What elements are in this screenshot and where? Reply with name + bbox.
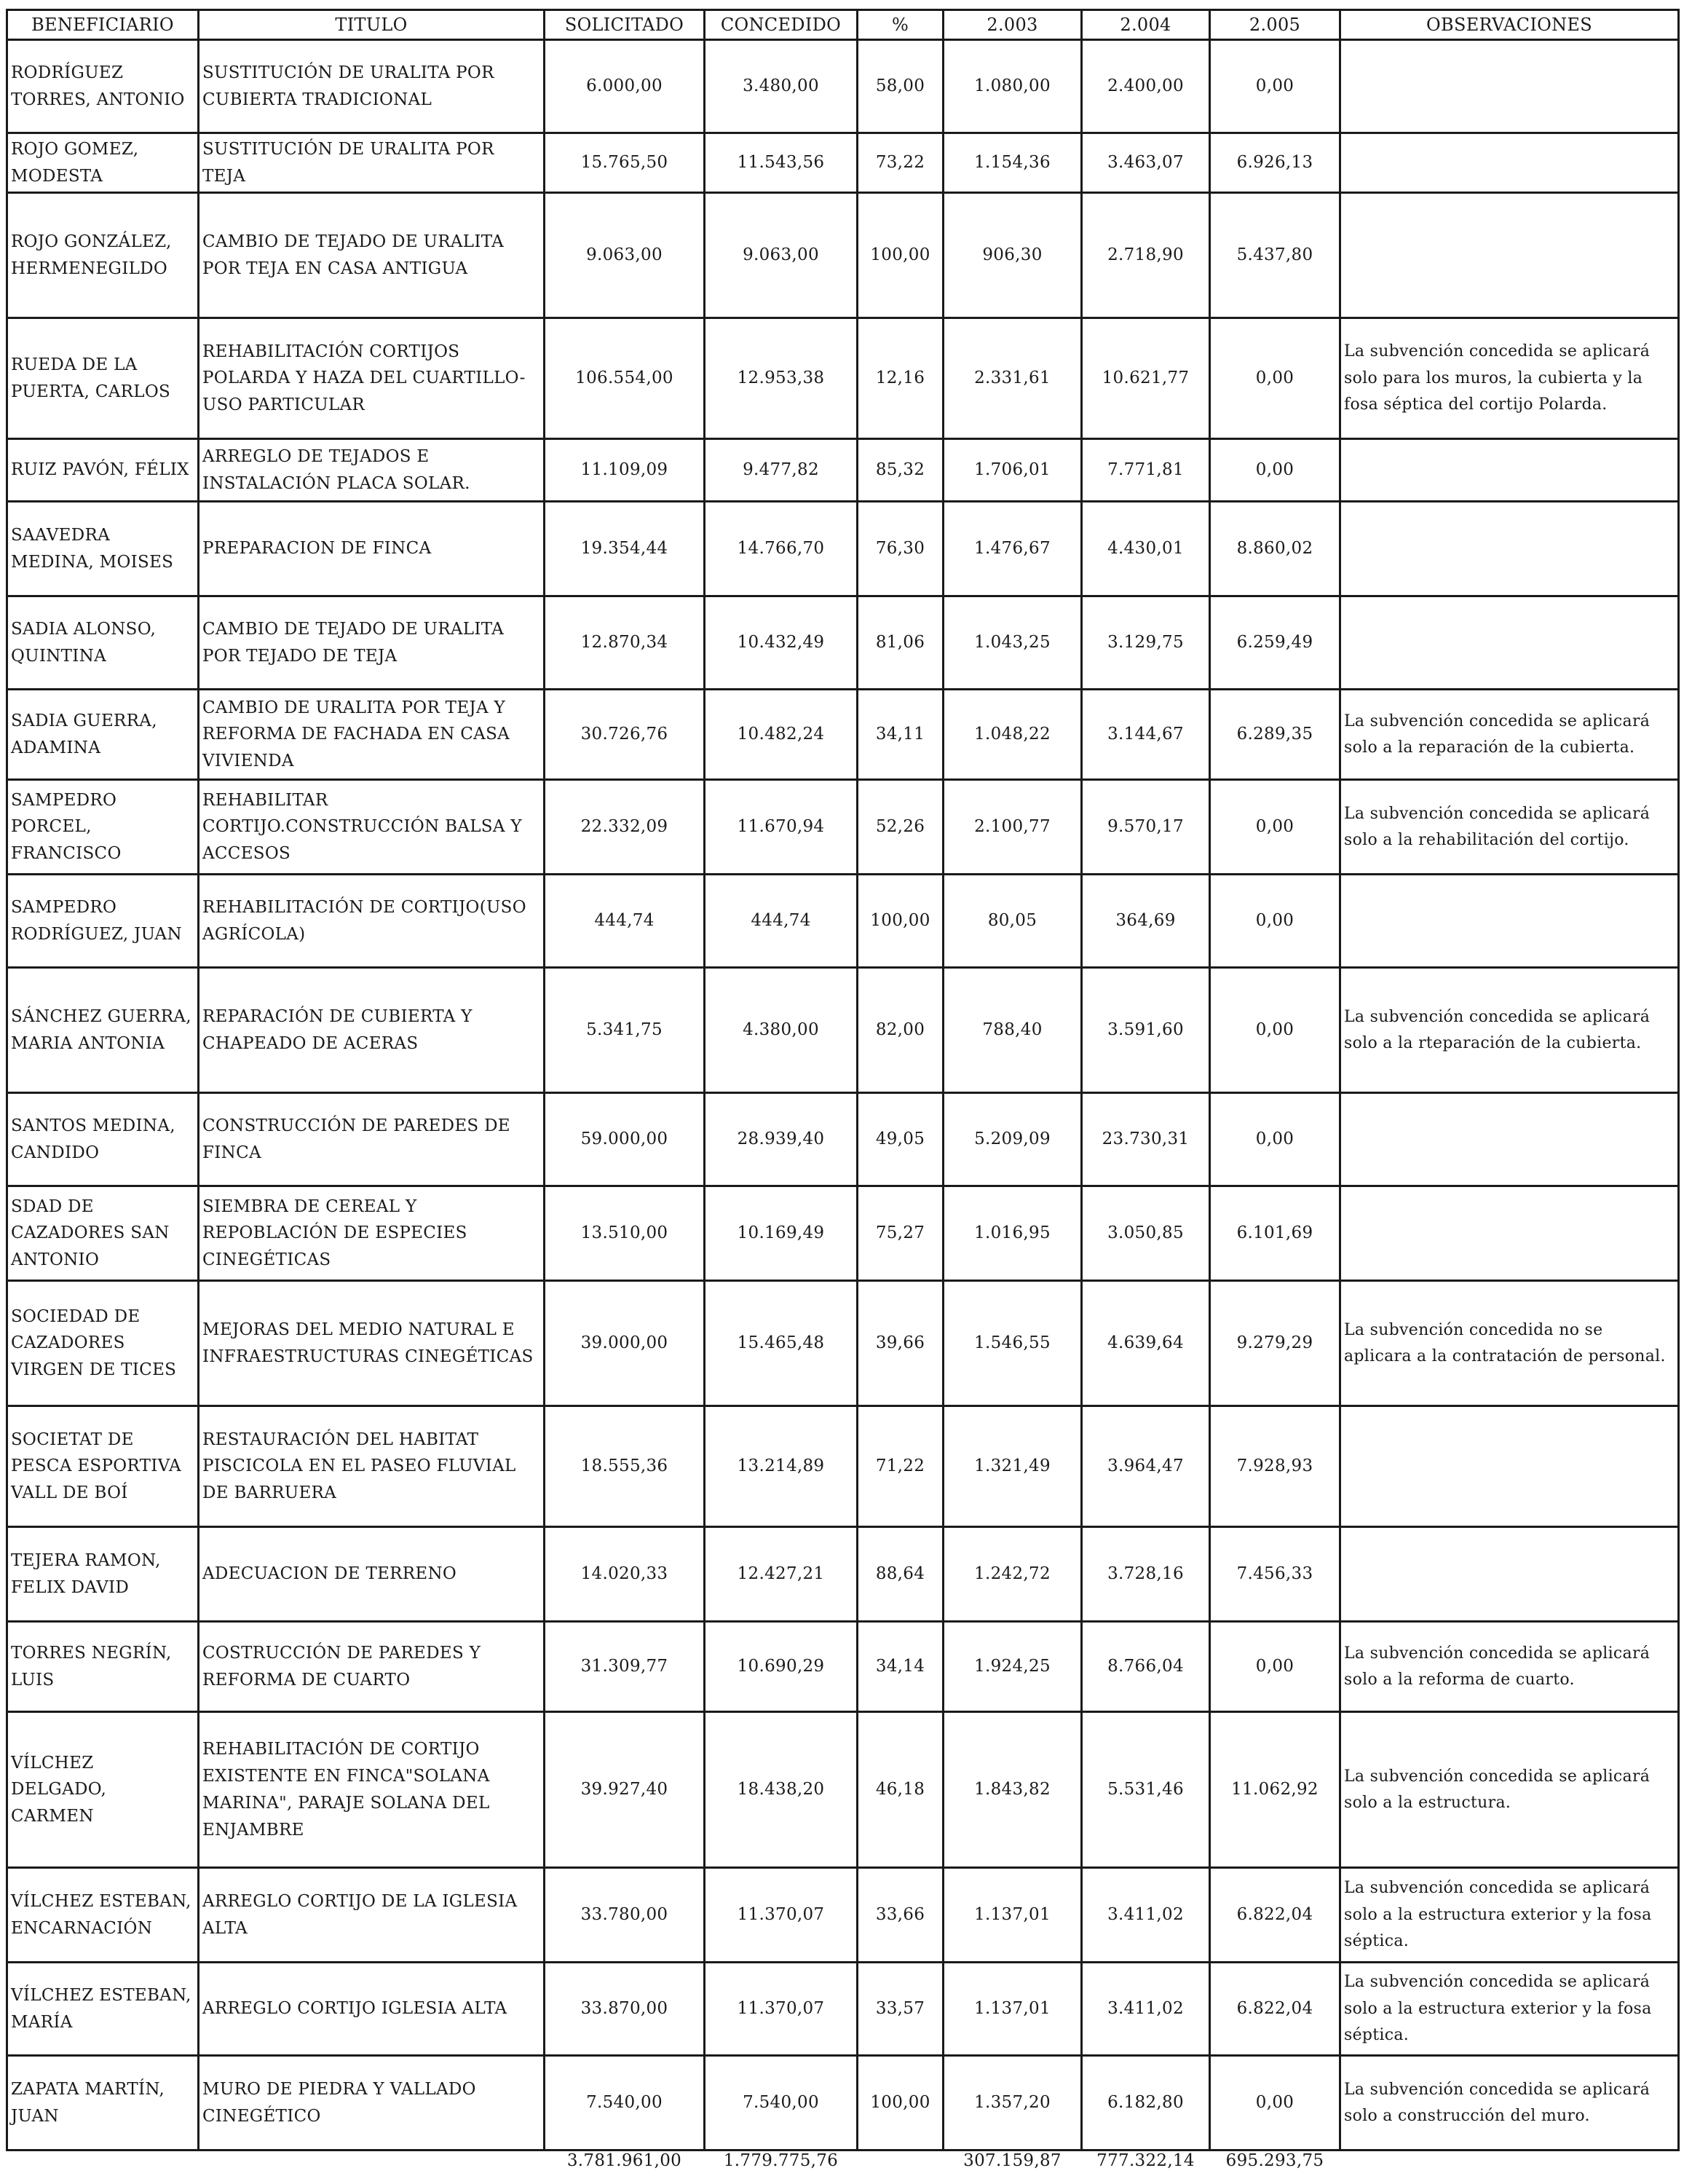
title-cell: REHABILITAR CORTIJO.CONSTRUCCIÓN BALSA Y ACCESOS bbox=[199, 780, 545, 875]
percent-cell: 82,00 bbox=[858, 968, 944, 1093]
year-2005-cell: 6.101,69 bbox=[1210, 1186, 1340, 1281]
granted-amount-cell: 444,74 bbox=[705, 875, 858, 968]
year-2005-cell: 6.259,49 bbox=[1210, 596, 1340, 690]
requested-amount-cell: 39.000,00 bbox=[545, 1281, 705, 1406]
year-2004-cell: 3.129,75 bbox=[1082, 596, 1210, 690]
observations-cell bbox=[1340, 502, 1679, 596]
observations-cell bbox=[1340, 1527, 1679, 1622]
granted-amount-cell: 3.480,00 bbox=[705, 40, 858, 133]
table-row bbox=[7, 318, 1679, 439]
percent-cell: 81,06 bbox=[858, 596, 944, 690]
percent-cell: 12,16 bbox=[858, 318, 944, 439]
year-2003-cell: 1.924,25 bbox=[944, 1622, 1082, 1712]
beneficiary-cell: SOCIETAT DE PESCA ESPORTIVA VALL DE BOÍ bbox=[7, 1406, 199, 1527]
title-cell: SUSTITUCIÓN DE URALITA POR TEJA bbox=[199, 133, 545, 193]
header-solicitado: SOLICITADO bbox=[545, 10, 705, 40]
observations-cell bbox=[1340, 875, 1679, 968]
beneficiary-cell: ROJO GOMEZ, MODESTA bbox=[7, 133, 199, 193]
title-cell: PREPARACION DE FINCA bbox=[199, 502, 545, 596]
year-2005-cell: 0,00 bbox=[1210, 1093, 1340, 1186]
granted-amount-cell: 10.690,29 bbox=[705, 1622, 858, 1712]
observations-cell bbox=[1340, 1406, 1679, 1527]
year-2003-cell: 1.843,82 bbox=[944, 1712, 1082, 1868]
beneficiary-cell: TORRES NEGRÍN, LUIS bbox=[7, 1622, 199, 1712]
requested-amount-cell: 5.341,75 bbox=[545, 968, 705, 1093]
beneficiary-cell: RUEDA DE LA PUERTA, CARLOS bbox=[7, 318, 199, 439]
granted-amount-cell: 12.427,21 bbox=[705, 1527, 858, 1622]
requested-amount-cell: 12.870,34 bbox=[545, 596, 705, 690]
year-2004-cell: 364,69 bbox=[1082, 875, 1210, 968]
table-row bbox=[7, 1868, 1679, 1963]
table-row bbox=[7, 1712, 1679, 1868]
grants-table bbox=[6, 9, 1680, 2173]
total-2003: 307.159,87 bbox=[963, 2151, 1062, 2171]
year-2005-cell: 5.437,80 bbox=[1210, 193, 1340, 318]
observations-cell: La subvención concedida no se aplicara a la contratación de personal. bbox=[1340, 1281, 1679, 1406]
requested-amount-cell: 11.109,09 bbox=[545, 439, 705, 502]
empty-cell bbox=[199, 2151, 545, 2173]
empty-cell bbox=[1340, 2151, 1679, 2173]
observations-cell bbox=[1340, 40, 1679, 133]
table-row bbox=[7, 596, 1679, 690]
percent-cell: 100,00 bbox=[858, 2056, 944, 2151]
granted-amount-cell: 12.953,38 bbox=[705, 318, 858, 439]
requested-amount-cell: 9.063,00 bbox=[545, 193, 705, 318]
granted-amount-cell: 7.540,00 bbox=[705, 2056, 858, 2151]
empty-cell bbox=[858, 2151, 944, 2173]
table-row bbox=[7, 439, 1679, 502]
header-2003: 2.003 bbox=[944, 10, 1082, 40]
requested-amount-cell: 31.309,77 bbox=[545, 1622, 705, 1712]
requested-amount-cell: 19.354,44 bbox=[545, 502, 705, 596]
requested-amount-cell: 18.555,36 bbox=[545, 1406, 705, 1527]
year-2005-cell: 0,00 bbox=[1210, 40, 1340, 133]
percent-cell: 34,14 bbox=[858, 1622, 944, 1712]
year-2003-cell: 2.331,61 bbox=[944, 318, 1082, 439]
percent-cell: 39,66 bbox=[858, 1281, 944, 1406]
granted-amount-cell: 9.063,00 bbox=[705, 193, 858, 318]
percent-cell: 71,22 bbox=[858, 1406, 944, 1527]
requested-amount-cell: 59.000,00 bbox=[545, 1093, 705, 1186]
beneficiary-cell: SÁNCHEZ GUERRA, MARIA ANTONIA bbox=[7, 968, 199, 1093]
year-2003-cell: 1.154,36 bbox=[944, 133, 1082, 193]
granted-amount-cell: 15.465,48 bbox=[705, 1281, 858, 1406]
observations-cell: La subvención concedida se aplicará solo para los muros, la cubierta y la fosa séptica del cortijo Polarda. bbox=[1340, 318, 1679, 439]
title-cell: RESTAURACIÓN DEL HABITAT PISCICOLA EN EL PASEO FLUVIAL DE BARRUERA bbox=[199, 1406, 545, 1527]
year-2004-cell: 10.621,77 bbox=[1082, 318, 1210, 439]
requested-amount-cell: 15.765,50 bbox=[545, 133, 705, 193]
observations-cell bbox=[1340, 193, 1679, 318]
beneficiary-cell: SADIA GUERRA, ADAMINA bbox=[7, 690, 199, 780]
year-2005-cell: 0,00 bbox=[1210, 2056, 1340, 2151]
percent-cell: 75,27 bbox=[858, 1186, 944, 1281]
title-cell: ARREGLO CORTIJO IGLESIA ALTA bbox=[199, 1963, 545, 2056]
year-2005-cell: 7.928,93 bbox=[1210, 1406, 1340, 1527]
table-row bbox=[7, 1281, 1679, 1406]
observations-cell bbox=[1340, 133, 1679, 193]
requested-amount-cell: 106.554,00 bbox=[545, 318, 705, 439]
total-2004: 777.322,14 bbox=[1096, 2151, 1195, 2171]
table-row bbox=[7, 502, 1679, 596]
year-2003-cell: 1.137,01 bbox=[944, 1963, 1082, 2056]
granted-amount-cell: 9.477,82 bbox=[705, 439, 858, 502]
granted-amount-cell: 13.214,89 bbox=[705, 1406, 858, 1527]
total-granted: 1.779.775,76 bbox=[723, 2151, 839, 2171]
table-row bbox=[7, 1406, 1679, 1527]
table-row bbox=[7, 1527, 1679, 1622]
granted-amount-cell: 11.370,07 bbox=[705, 1868, 858, 1963]
header-percent: % bbox=[858, 10, 944, 40]
year-2003-cell: 1.048,22 bbox=[944, 690, 1082, 780]
table-row bbox=[7, 1963, 1679, 2056]
year-2005-cell: 0,00 bbox=[1210, 318, 1340, 439]
year-2005-cell: 11.062,92 bbox=[1210, 1712, 1340, 1868]
granted-amount-cell: 10.482,24 bbox=[705, 690, 858, 780]
year-2004-cell: 3.463,07 bbox=[1082, 133, 1210, 193]
beneficiary-cell: SAMPEDRO PORCEL, FRANCISCO bbox=[7, 780, 199, 875]
percent-cell: 52,26 bbox=[858, 780, 944, 875]
beneficiary-cell: ROJO GONZÁLEZ, HERMENEGILDO bbox=[7, 193, 199, 318]
percent-cell: 73,22 bbox=[858, 133, 944, 193]
year-2004-cell: 3.050,85 bbox=[1082, 1186, 1210, 1281]
title-cell: ARREGLO DE TEJADOS E INSTALACIÓN PLACA SOLAR. bbox=[199, 439, 545, 502]
beneficiary-cell: SADIA ALONSO, QUINTINA bbox=[7, 596, 199, 690]
beneficiary-cell: VÍLCHEZ ESTEBAN, ENCARNACIÓN bbox=[7, 1868, 199, 1963]
observations-cell bbox=[1340, 1093, 1679, 1186]
year-2005-cell: 0,00 bbox=[1210, 780, 1340, 875]
observations-cell: La subvención concedida se aplicará solo a la estructura exterior y la fosa séptica. bbox=[1340, 1868, 1679, 1963]
percent-cell: 85,32 bbox=[858, 439, 944, 502]
year-2004-cell: 7.771,81 bbox=[1082, 439, 1210, 502]
year-2003-cell: 5.209,09 bbox=[944, 1093, 1082, 1186]
requested-amount-cell: 6.000,00 bbox=[545, 40, 705, 133]
granted-amount-cell: 28.939,40 bbox=[705, 1093, 858, 1186]
beneficiary-cell: TEJERA RAMON, FELIX DAVID bbox=[7, 1527, 199, 1622]
observations-cell: La subvención concedida se aplicará solo a la rehabilitación del cortijo. bbox=[1340, 780, 1679, 875]
header-beneficiario: BENEFICIARIO bbox=[7, 10, 199, 40]
total-requested: 3.781.961,00 bbox=[566, 2151, 682, 2171]
year-2005-cell: 9.279,29 bbox=[1210, 1281, 1340, 1406]
beneficiary-cell: SANTOS MEDINA, CANDIDO bbox=[7, 1093, 199, 1186]
requested-amount-cell: 33.870,00 bbox=[545, 1963, 705, 2056]
year-2003-cell: 1.546,55 bbox=[944, 1281, 1082, 1406]
granted-amount-cell: 4.380,00 bbox=[705, 968, 858, 1093]
percent-cell: 100,00 bbox=[858, 875, 944, 968]
year-2003-cell: 1.476,67 bbox=[944, 502, 1082, 596]
granted-amount-cell: 10.169,49 bbox=[705, 1186, 858, 1281]
requested-amount-cell: 14.020,33 bbox=[545, 1527, 705, 1622]
year-2003-cell: 1.321,49 bbox=[944, 1406, 1082, 1527]
requested-amount-cell: 33.780,00 bbox=[545, 1868, 705, 1963]
totals-row bbox=[7, 2151, 1679, 2173]
year-2003-cell: 2.100,77 bbox=[944, 780, 1082, 875]
year-2005-cell: 6.822,04 bbox=[1210, 1868, 1340, 1963]
observations-cell: La subvención concedida se aplicará solo a la estructura. bbox=[1340, 1712, 1679, 1868]
header-titulo: TITULO bbox=[199, 10, 545, 40]
beneficiary-cell: VÍLCHEZ DELGADO, CARMEN bbox=[7, 1712, 199, 1868]
title-cell: REHABILITACIÓN DE CORTIJO(USO AGRÍCOLA) bbox=[199, 875, 545, 968]
beneficiary-cell: SDAD DE CAZADORES SAN ANTONIO bbox=[7, 1186, 199, 1281]
title-cell: CAMBIO DE TEJADO DE URALITA POR TEJADO DE TEJA bbox=[199, 596, 545, 690]
year-2004-cell: 3.728,16 bbox=[1082, 1527, 1210, 1622]
beneficiary-cell: SAAVEDRA MEDINA, MOISES bbox=[7, 502, 199, 596]
year-2003-cell: 80,05 bbox=[944, 875, 1082, 968]
title-cell: ADECUACION DE TERRENO bbox=[199, 1527, 545, 1622]
title-cell: ARREGLO CORTIJO DE LA IGLESIA ALTA bbox=[199, 1868, 545, 1963]
percent-cell: 33,66 bbox=[858, 1868, 944, 1963]
year-2004-cell: 3.411,02 bbox=[1082, 1963, 1210, 2056]
year-2004-cell: 3.144,67 bbox=[1082, 690, 1210, 780]
percent-cell: 88,64 bbox=[858, 1527, 944, 1622]
table-row bbox=[7, 193, 1679, 318]
header-concedido: CONCEDIDO bbox=[705, 10, 858, 40]
year-2005-cell: 0,00 bbox=[1210, 875, 1340, 968]
empty-cell bbox=[7, 2151, 199, 2173]
granted-amount-cell: 11.370,07 bbox=[705, 1963, 858, 2056]
table-row bbox=[7, 968, 1679, 1093]
year-2004-cell: 6.182,80 bbox=[1082, 2056, 1210, 2151]
year-2005-cell: 0,00 bbox=[1210, 439, 1340, 502]
year-2003-cell: 788,40 bbox=[944, 968, 1082, 1093]
table-row bbox=[7, 690, 1679, 780]
year-2004-cell: 4.639,64 bbox=[1082, 1281, 1210, 1406]
requested-amount-cell: 444,74 bbox=[545, 875, 705, 968]
year-2005-cell: 7.456,33 bbox=[1210, 1527, 1340, 1622]
table-row bbox=[7, 780, 1679, 875]
year-2003-cell: 906,30 bbox=[944, 193, 1082, 318]
granted-amount-cell: 11.543,56 bbox=[705, 133, 858, 193]
table-row bbox=[7, 1093, 1679, 1186]
observations-cell bbox=[1340, 596, 1679, 690]
table-row bbox=[7, 40, 1679, 133]
observations-cell: La subvención concedida se aplicará solo a la estructura exterior y la fosa séptica. bbox=[1340, 1963, 1679, 2056]
observations-cell: La subvención concedida se aplicará solo a la reforma de cuarto. bbox=[1340, 1622, 1679, 1712]
observations-cell bbox=[1340, 439, 1679, 502]
requested-amount-cell: 22.332,09 bbox=[545, 780, 705, 875]
table-row bbox=[7, 1622, 1679, 1712]
year-2004-cell: 2.400,00 bbox=[1082, 40, 1210, 133]
year-2004-cell: 9.570,17 bbox=[1082, 780, 1210, 875]
title-cell: MEJORAS DEL MEDIO NATURAL E INFRAESTRUCTURAS CINEGÉTICAS bbox=[199, 1281, 545, 1406]
beneficiary-cell: SOCIEDAD DE CAZADORES VIRGEN DE TICES bbox=[7, 1281, 199, 1406]
observations-cell: La subvención concedida se aplicará solo a construcción del muro. bbox=[1340, 2056, 1679, 2151]
table-row bbox=[7, 875, 1679, 968]
percent-cell: 46,18 bbox=[858, 1712, 944, 1868]
year-2005-cell: 6.289,35 bbox=[1210, 690, 1340, 780]
title-cell: SIEMBRA DE CEREAL Y REPOBLACIÓN DE ESPECIES CINEGÉTICAS bbox=[199, 1186, 545, 1281]
beneficiary-cell: VÍLCHEZ ESTEBAN, MARÍA bbox=[7, 1963, 199, 2056]
year-2003-cell: 1.137,01 bbox=[944, 1868, 1082, 1963]
year-2004-cell: 2.718,90 bbox=[1082, 193, 1210, 318]
header-2005: 2.005 bbox=[1210, 10, 1340, 40]
granted-amount-cell: 10.432,49 bbox=[705, 596, 858, 690]
observations-cell: La subvención concedida se aplicará solo a la rteparación de la cubierta. bbox=[1340, 968, 1679, 1093]
year-2004-cell: 5.531,46 bbox=[1082, 1712, 1210, 1868]
requested-amount-cell: 30.726,76 bbox=[545, 690, 705, 780]
table-row bbox=[7, 133, 1679, 193]
granted-amount-cell: 14.766,70 bbox=[705, 502, 858, 596]
observations-cell bbox=[1340, 1186, 1679, 1281]
year-2004-cell: 8.766,04 bbox=[1082, 1622, 1210, 1712]
table-row bbox=[7, 1186, 1679, 1281]
title-cell: MURO DE PIEDRA Y VALLADO CINEGÉTICO bbox=[199, 2056, 545, 2151]
year-2004-cell: 3.964,47 bbox=[1082, 1406, 1210, 1527]
year-2003-cell: 1.706,01 bbox=[944, 439, 1082, 502]
year-2004-cell: 4.430,01 bbox=[1082, 502, 1210, 596]
requested-amount-cell: 7.540,00 bbox=[545, 2056, 705, 2151]
header-row bbox=[7, 10, 1679, 40]
year-2005-cell: 0,00 bbox=[1210, 968, 1340, 1093]
beneficiary-cell: RUIZ PAVÓN, FÉLIX bbox=[7, 439, 199, 502]
beneficiary-cell: ZAPATA MARTÍN, JUAN bbox=[7, 2056, 199, 2151]
year-2005-cell: 6.822,04 bbox=[1210, 1963, 1340, 2056]
header-observaciones: OBSERVACIONES bbox=[1340, 10, 1679, 40]
title-cell: CONSTRUCCIÓN DE PAREDES DE FINCA bbox=[199, 1093, 545, 1186]
header-2004: 2.004 bbox=[1082, 10, 1210, 40]
requested-amount-cell: 13.510,00 bbox=[545, 1186, 705, 1281]
title-cell: COSTRUCCIÓN DE PAREDES Y REFORMA DE CUARTO bbox=[199, 1622, 545, 1712]
percent-cell: 58,00 bbox=[858, 40, 944, 133]
title-cell: SUSTITUCIÓN DE URALITA POR CUBIERTA TRADICIONAL bbox=[199, 40, 545, 133]
year-2003-cell: 1.043,25 bbox=[944, 596, 1082, 690]
percent-cell: 76,30 bbox=[858, 502, 944, 596]
year-2004-cell: 3.591,60 bbox=[1082, 968, 1210, 1093]
year-2003-cell: 1.080,00 bbox=[944, 40, 1082, 133]
year-2004-cell: 23.730,31 bbox=[1082, 1093, 1210, 1186]
granted-amount-cell: 18.438,20 bbox=[705, 1712, 858, 1868]
year-2004-cell: 3.411,02 bbox=[1082, 1868, 1210, 1963]
table-row bbox=[7, 2056, 1679, 2151]
title-cell: REPARACIÓN DE CUBIERTA Y CHAPEADO DE ACERAS bbox=[199, 968, 545, 1093]
title-cell: CAMBIO DE TEJADO DE URALITA POR TEJA EN CASA ANTIGUA bbox=[199, 193, 545, 318]
percent-cell: 100,00 bbox=[858, 193, 944, 318]
requested-amount-cell: 39.927,40 bbox=[545, 1712, 705, 1868]
title-cell: REHABILITACIÓN CORTIJOS POLARDA Y HAZA DEL CUARTILLO-USO PARTICULAR bbox=[199, 318, 545, 439]
observations-cell: La subvención concedida se aplicará solo a la reparación de la cubierta. bbox=[1340, 690, 1679, 780]
beneficiary-cell: RODRÍGUEZ TORRES, ANTONIO bbox=[7, 40, 199, 133]
year-2005-cell: 0,00 bbox=[1210, 1622, 1340, 1712]
percent-cell: 33,57 bbox=[858, 1963, 944, 2056]
total-2005: 695.293,75 bbox=[1225, 2151, 1324, 2171]
percent-cell: 49,05 bbox=[858, 1093, 944, 1186]
title-cell: CAMBIO DE URALITA POR TEJA Y REFORMA DE FACHADA EN CASA VIVIENDA bbox=[199, 690, 545, 780]
year-2003-cell: 1.357,20 bbox=[944, 2056, 1082, 2151]
year-2003-cell: 1.242,72 bbox=[944, 1527, 1082, 1622]
percent-cell: 34,11 bbox=[858, 690, 944, 780]
year-2005-cell: 6.926,13 bbox=[1210, 133, 1340, 193]
year-2003-cell: 1.016,95 bbox=[944, 1186, 1082, 1281]
beneficiary-cell: SAMPEDRO RODRÍGUEZ, JUAN bbox=[7, 875, 199, 968]
granted-amount-cell: 11.670,94 bbox=[705, 780, 858, 875]
year-2005-cell: 8.860,02 bbox=[1210, 502, 1340, 596]
title-cell: REHABILITACIÓN DE CORTIJO EXISTENTE EN FINCA"SOLANA MARINA", PARAJE SOLANA DEL ENJAMBRE bbox=[199, 1712, 545, 1868]
